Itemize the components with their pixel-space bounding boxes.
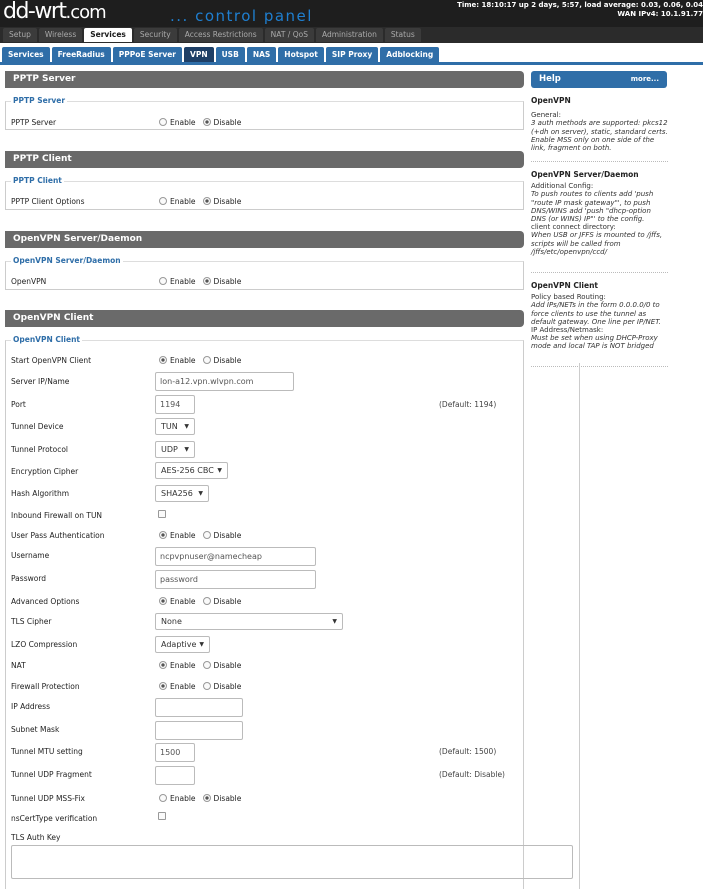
logo-text: dd-wrt: [3, 0, 66, 24]
tls-cipher-value: None: [161, 617, 182, 626]
tunnel-device-select[interactable]: [155, 418, 195, 435]
help-header: [531, 71, 667, 88]
ip-address-input[interactable]: [155, 698, 243, 717]
help-openvpn-server-title: OpenVPN Server/Daemon: [531, 170, 639, 179]
tab-access-restrictions[interactable]: Access Restrictions: [179, 28, 263, 42]
help-openvpn-title: OpenVPN: [531, 96, 571, 105]
username-input[interactable]: ncpvpnuser@namecheap: [155, 547, 316, 566]
tunnel-device-label: Tunnel Device: [11, 422, 64, 431]
openvpn-server-radio: [159, 277, 248, 286]
subtab-vpn[interactable]: VPN: [184, 47, 214, 62]
tunnel-protocol-value: UDP: [161, 445, 178, 454]
chevron-down-icon: ▼: [217, 467, 222, 474]
openvpn-server-enable-radio[interactable]: [159, 277, 167, 285]
wan-ip-text: WAN IPv4: 10.1.91.77: [617, 10, 703, 18]
encryption-cipher-label: Encryption Cipher: [11, 467, 79, 476]
pptp-server-fieldset: [5, 96, 524, 130]
subtab-usb[interactable]: USB: [216, 47, 245, 62]
hash-algorithm-select[interactable]: [155, 485, 209, 502]
subnet-mask-label: Subnet Mask: [11, 725, 60, 734]
tls-auth-key-label: TLS Auth Key: [11, 833, 61, 842]
udp-fragment-default-text: (Default: Disable): [439, 770, 505, 779]
pptp-client-header: PPTP Client: [5, 151, 524, 168]
disable-label: Disable: [213, 356, 242, 365]
mss-fix-label: Tunnel UDP MSS-Fix: [11, 794, 85, 803]
disable-label: Disable: [213, 682, 242, 691]
disable-label: Disable: [213, 531, 242, 540]
port-default-text: (Default: 1194): [439, 400, 497, 409]
enable-label: Enable: [170, 794, 196, 803]
pptp-server-legend: PPTP Server: [13, 96, 66, 105]
user-pass-auth-radio: [159, 531, 248, 540]
help-text: Must be set when using DHCP-Proxy mode and local TAP is NOT bridged: [531, 334, 658, 351]
disable-label: Disable: [213, 277, 242, 286]
advanced-options-label: Advanced Options: [11, 597, 80, 606]
firewall-protection-radio: [159, 682, 248, 691]
openvpn-server-fieldset: [5, 256, 524, 290]
subtab-adblocking[interactable]: Adblocking: [380, 47, 439, 62]
userpass-enable-radio[interactable]: [159, 531, 167, 539]
nat-enable-radio[interactable]: [159, 661, 167, 669]
disable-label: Disable: [213, 597, 242, 606]
tab-security[interactable]: Security: [134, 28, 177, 42]
chevron-down-icon: ▼: [199, 641, 204, 648]
pptp-server-disable-radio[interactable]: [203, 118, 211, 126]
start-openvpn-client-radio: [159, 356, 248, 365]
status-info: [457, 1, 703, 19]
help-text: IP Address/Netmask:: [531, 326, 604, 335]
lzo-compression-label: LZO Compression: [11, 640, 78, 649]
enable-label: Enable: [170, 356, 196, 365]
help-text: 3 auth methods are supported: pkcs12 (+dh on server), static, standard certs. Enable MSS only on one side of the link, fragment on both.: [531, 119, 668, 153]
pptp-client-legend: PPTP Client: [13, 176, 62, 185]
nat-disable-radio[interactable]: [203, 661, 211, 669]
tab-administration[interactable]: Administration: [316, 28, 383, 42]
pptp-server-label: PPTP Server: [11, 118, 57, 127]
help-divider: [531, 272, 668, 273]
chevron-down-icon: ▼: [184, 446, 189, 453]
disable-label: Disable: [213, 118, 242, 127]
help-text: General:: [531, 111, 561, 120]
firewall-protection-label: Firewall Protection: [11, 682, 80, 691]
nscerttype-checkbox[interactable]: [158, 812, 166, 820]
mtu-default-text: (Default: 1500): [439, 747, 497, 756]
help-divider: [531, 161, 668, 162]
control-panel-title: ... control panel: [170, 7, 313, 25]
help-text: Add IPs/NETs in the form 0.0.0.0/0 to force clients to use the tunnel as default gateway. One line per IP/NET.: [531, 301, 661, 326]
dd-wrt-logo[interactable]: [3, 0, 106, 24]
help-more-link[interactable]: more...: [630, 75, 659, 83]
openvpn-server-legend: OpenVPN Server/Daemon: [13, 256, 121, 265]
disable-label: Disable: [213, 661, 242, 670]
tunnel-protocol-select[interactable]: [155, 441, 195, 458]
fw-protect-disable-radio[interactable]: [203, 682, 211, 690]
userpass-disable-radio[interactable]: [203, 531, 211, 539]
header: [0, 0, 703, 27]
help-text: client connect directory:: [531, 223, 616, 232]
subnet-mask-input[interactable]: [155, 721, 243, 740]
enable-label: Enable: [170, 531, 196, 540]
pptp-server-enable-radio[interactable]: [159, 118, 167, 126]
disable-label: Disable: [213, 794, 242, 803]
pptp-client-radio: [159, 197, 248, 206]
help-title: Help: [539, 74, 561, 84]
tunnel-protocol-label: Tunnel Protocol: [11, 445, 69, 454]
subtab-pppoe-server[interactable]: PPPoE Server: [113, 47, 182, 62]
tunnel-mtu-label: Tunnel MTU setting: [11, 747, 83, 756]
help-text: When USB or JFFS is mounted to /jffs, scripts will be called from /jffs/etc/openvpn/ccd/: [531, 231, 663, 256]
chevron-down-icon: ▼: [332, 618, 337, 625]
encryption-cipher-select[interactable]: [155, 462, 228, 479]
help-text: To push routes to clients add 'push "route IP mask gateway"', to push DNS/WINS add 'push "dhcp-option DNS (or WINS) IP"' to the config.: [531, 190, 654, 224]
tls-cipher-select[interactable]: [155, 613, 343, 630]
subtab-nas[interactable]: NAS: [247, 47, 276, 62]
openvpn-server-header: OpenVPN Server/Daemon: [5, 231, 524, 248]
subtab-hotspot[interactable]: Hotspot: [278, 47, 324, 62]
hash-algorithm-label: Hash Algorithm: [11, 489, 70, 498]
enable-label: Enable: [170, 682, 196, 691]
help-openvpn: [531, 97, 668, 152]
help-divider: [531, 366, 668, 367]
main-nav: [0, 27, 703, 43]
password-label: Password: [11, 574, 47, 583]
logo-domain: .com: [65, 2, 106, 23]
pptp-server-radio: [159, 118, 248, 127]
tunnel-mtu-input[interactable]: 1500: [155, 743, 195, 762]
fw-protect-enable-radio[interactable]: [159, 682, 167, 690]
tab-setup[interactable]: Setup: [3, 28, 37, 42]
openvpn-server-disable-radio[interactable]: [203, 277, 211, 285]
enable-label: Enable: [170, 597, 196, 606]
tls-cipher-label: TLS Cipher: [11, 617, 52, 626]
tunnel-device-value: TUN: [161, 422, 178, 431]
udp-fragment-input[interactable]: [155, 766, 195, 785]
username-label: Username: [11, 551, 50, 560]
mss-fix-disable-radio[interactable]: [203, 794, 211, 802]
port-input[interactable]: 1194: [155, 395, 195, 414]
nat-radio: [159, 661, 248, 670]
mss-fix-enable-radio[interactable]: [159, 794, 167, 802]
pptp-client-label: PPTP Client Options: [11, 197, 85, 206]
ip-address-label: IP Address: [11, 702, 50, 711]
tls-auth-key-textarea[interactable]: [11, 845, 573, 879]
mss-fix-radio: [159, 794, 248, 803]
advanced-disable-radio[interactable]: [203, 597, 211, 605]
lzo-compression-value: Adaptive: [161, 640, 197, 649]
help-openvpn-client: [531, 282, 668, 351]
uptime-text: Time: 18:10:17 up 2 days, 5:57, load average: 0.03, 0.06, 0.04: [457, 1, 703, 9]
chevron-down-icon: ▼: [184, 423, 189, 430]
enable-label: Enable: [170, 118, 196, 127]
help-text: Additional Config:: [531, 182, 594, 191]
start-client-enable-radio[interactable]: [159, 356, 167, 364]
tab-services[interactable]: Services: [84, 28, 132, 42]
user-pass-auth-label: User Pass Authentication: [11, 531, 105, 540]
tab-wireless[interactable]: Wireless: [39, 28, 82, 42]
enable-label: Enable: [170, 277, 196, 286]
tab-status[interactable]: Status: [385, 28, 421, 42]
server-ip-input[interactable]: lon-a12.vpn.wlvpn.com: [155, 372, 294, 391]
subtab-freeradius[interactable]: FreeRadius: [52, 47, 111, 62]
advanced-options-radio: [159, 597, 248, 606]
nat-label: NAT: [11, 661, 26, 670]
subtab-sip-proxy[interactable]: SIP Proxy: [326, 47, 378, 62]
udp-fragment-label: Tunnel UDP Fragment: [11, 770, 92, 779]
openvpn-server-label: OpenVPN: [11, 277, 47, 286]
inbound-firewall-label: Inbound Firewall on TUN: [11, 511, 103, 520]
start-client-disable-radio[interactable]: [203, 356, 211, 364]
encryption-cipher-value: AES-256 CBC: [161, 466, 214, 475]
lzo-compression-select[interactable]: [155, 636, 210, 653]
help-column-border: [579, 363, 580, 889]
help-text: Policy based Routing:: [531, 293, 606, 302]
port-label: Port: [11, 400, 26, 409]
enable-label: Enable: [170, 197, 196, 206]
chevron-down-icon: ▼: [198, 490, 203, 497]
subtab-services[interactable]: Services: [2, 47, 50, 62]
hash-algorithm-value: SHA256: [161, 489, 193, 498]
password-input[interactable]: password: [155, 570, 316, 589]
openvpn-client-header: OpenVPN Client: [5, 310, 524, 327]
start-openvpn-client-label: Start OpenVPN Client: [11, 356, 92, 365]
help-openvpn-client-title: OpenVPN Client: [531, 281, 599, 290]
server-ip-label: Server IP/Name: [11, 377, 70, 386]
pptp-client-disable-radio[interactable]: [203, 197, 211, 205]
sub-nav: [0, 43, 703, 65]
disable-label: Disable: [213, 197, 242, 206]
enable-label: Enable: [170, 661, 196, 670]
inbound-firewall-checkbox[interactable]: [158, 510, 166, 518]
tab-nat-qos[interactable]: NAT / QoS: [265, 28, 314, 42]
nscerttype-label: nsCertType verification: [11, 814, 98, 823]
help-openvpn-server: [531, 171, 668, 256]
advanced-enable-radio[interactable]: [159, 597, 167, 605]
pptp-client-enable-radio[interactable]: [159, 197, 167, 205]
pptp-server-header: PPTP Server: [5, 71, 524, 88]
openvpn-client-legend: OpenVPN Client: [13, 335, 81, 344]
